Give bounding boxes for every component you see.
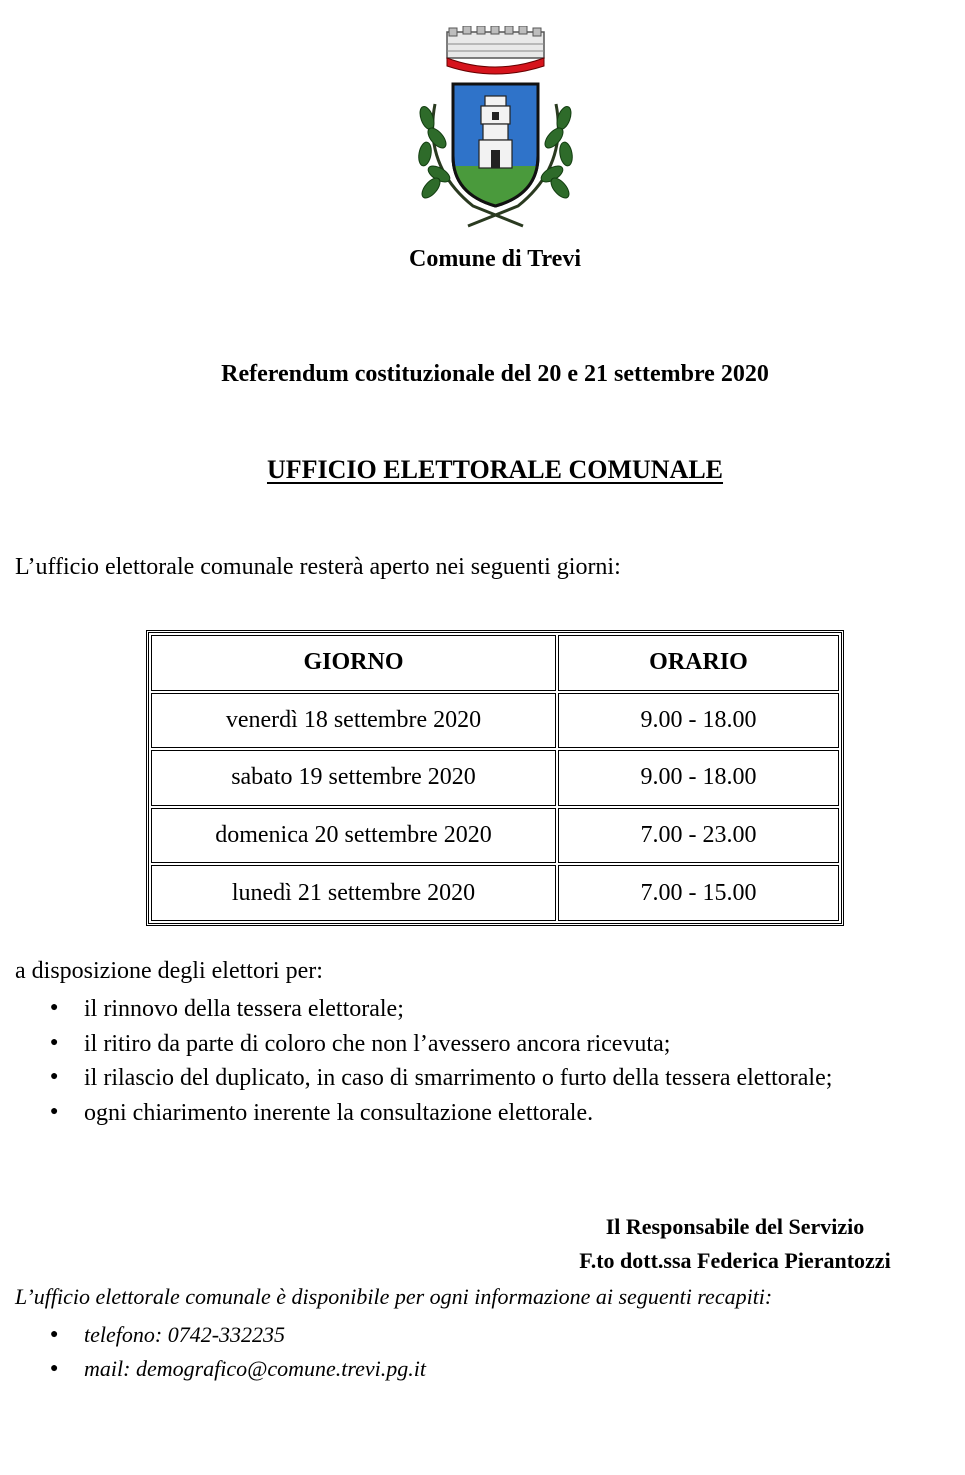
hours-cell: 9.00 - 18.00	[558, 693, 839, 749]
list-item-text: il ritiro da parte di coloro che non l’avessero ancora ricevuta;	[84, 1030, 671, 1057]
list-item	[50, 1027, 832, 1062]
day-cell: lunedì 21 settembre 2020	[151, 865, 556, 921]
list-item-text: il rilascio del duplicato, in caso di smarrimento o furto della tessera elettorale;	[84, 1065, 833, 1092]
trevi-coat-of-arms-icon	[413, 26, 578, 236]
purposes-intro: a disposizione degli elettori per:	[15, 958, 323, 984]
table-header-row	[151, 635, 839, 691]
table-row	[151, 865, 839, 921]
office-heading: UFFICIO ELETTORALE COMUNALE	[266, 455, 724, 484]
purposes-list	[50, 992, 832, 1130]
day-cell: sabato 19 settembre 2020	[151, 750, 556, 806]
bullet-icon: ●	[50, 1000, 59, 1016]
column-header-day: GIORNO	[151, 635, 556, 691]
list-item	[50, 1061, 832, 1096]
table-row	[151, 693, 839, 749]
bullet-icon: ●	[50, 1360, 59, 1376]
signature-block	[540, 1210, 930, 1278]
hours-cell: 7.00 - 15.00	[558, 865, 839, 921]
page-title: Referendum costituzionale del 20 e 21 settembre 2020	[221, 361, 769, 387]
list-item	[50, 1318, 426, 1352]
list-item	[50, 1352, 426, 1386]
list-item	[50, 1096, 832, 1131]
bullet-icon: ●	[50, 1069, 59, 1085]
list-item-text: il rinnovo della tessera elettorale;	[84, 996, 404, 1022]
opening-intro: L’ufficio elettorale comunale resterà aperto nei seguenti giorni:	[15, 554, 621, 580]
signer-name: F.to dott.ssa Federica Pierantozzi	[579, 1248, 891, 1273]
schedule-table	[146, 630, 844, 926]
list-item	[50, 992, 832, 1027]
hours-cell: 9.00 - 18.00	[558, 750, 839, 806]
bullet-icon: ●	[50, 1103, 59, 1119]
email-text: mail: demografico@comune.trevi.pg.it	[84, 1356, 427, 1381]
phone-text: telefono: 0742-332235	[84, 1322, 286, 1347]
day-cell: venerdì 18 settembre 2020	[151, 693, 556, 749]
bullet-icon: ●	[50, 1326, 59, 1342]
hours-cell: 7.00 - 23.00	[558, 808, 839, 864]
table-row	[151, 808, 839, 864]
contacts-intro: L’ufficio elettorale comunale è disponibile per ogni informazione ai seguenti recapiti:	[15, 1284, 773, 1309]
municipality-name: Comune di Trevi	[408, 246, 582, 272]
day-cell: domenica 20 settembre 2020	[151, 808, 556, 864]
bullet-icon: ●	[50, 1034, 59, 1050]
table-row	[151, 750, 839, 806]
column-header-hours: ORARIO	[558, 635, 839, 691]
contacts-list	[50, 1318, 426, 1386]
signer-role: Il Responsabile del Servizio	[605, 1214, 865, 1239]
list-item-text: ogni chiarimento inerente la consultazione elettorale.	[84, 1099, 594, 1126]
